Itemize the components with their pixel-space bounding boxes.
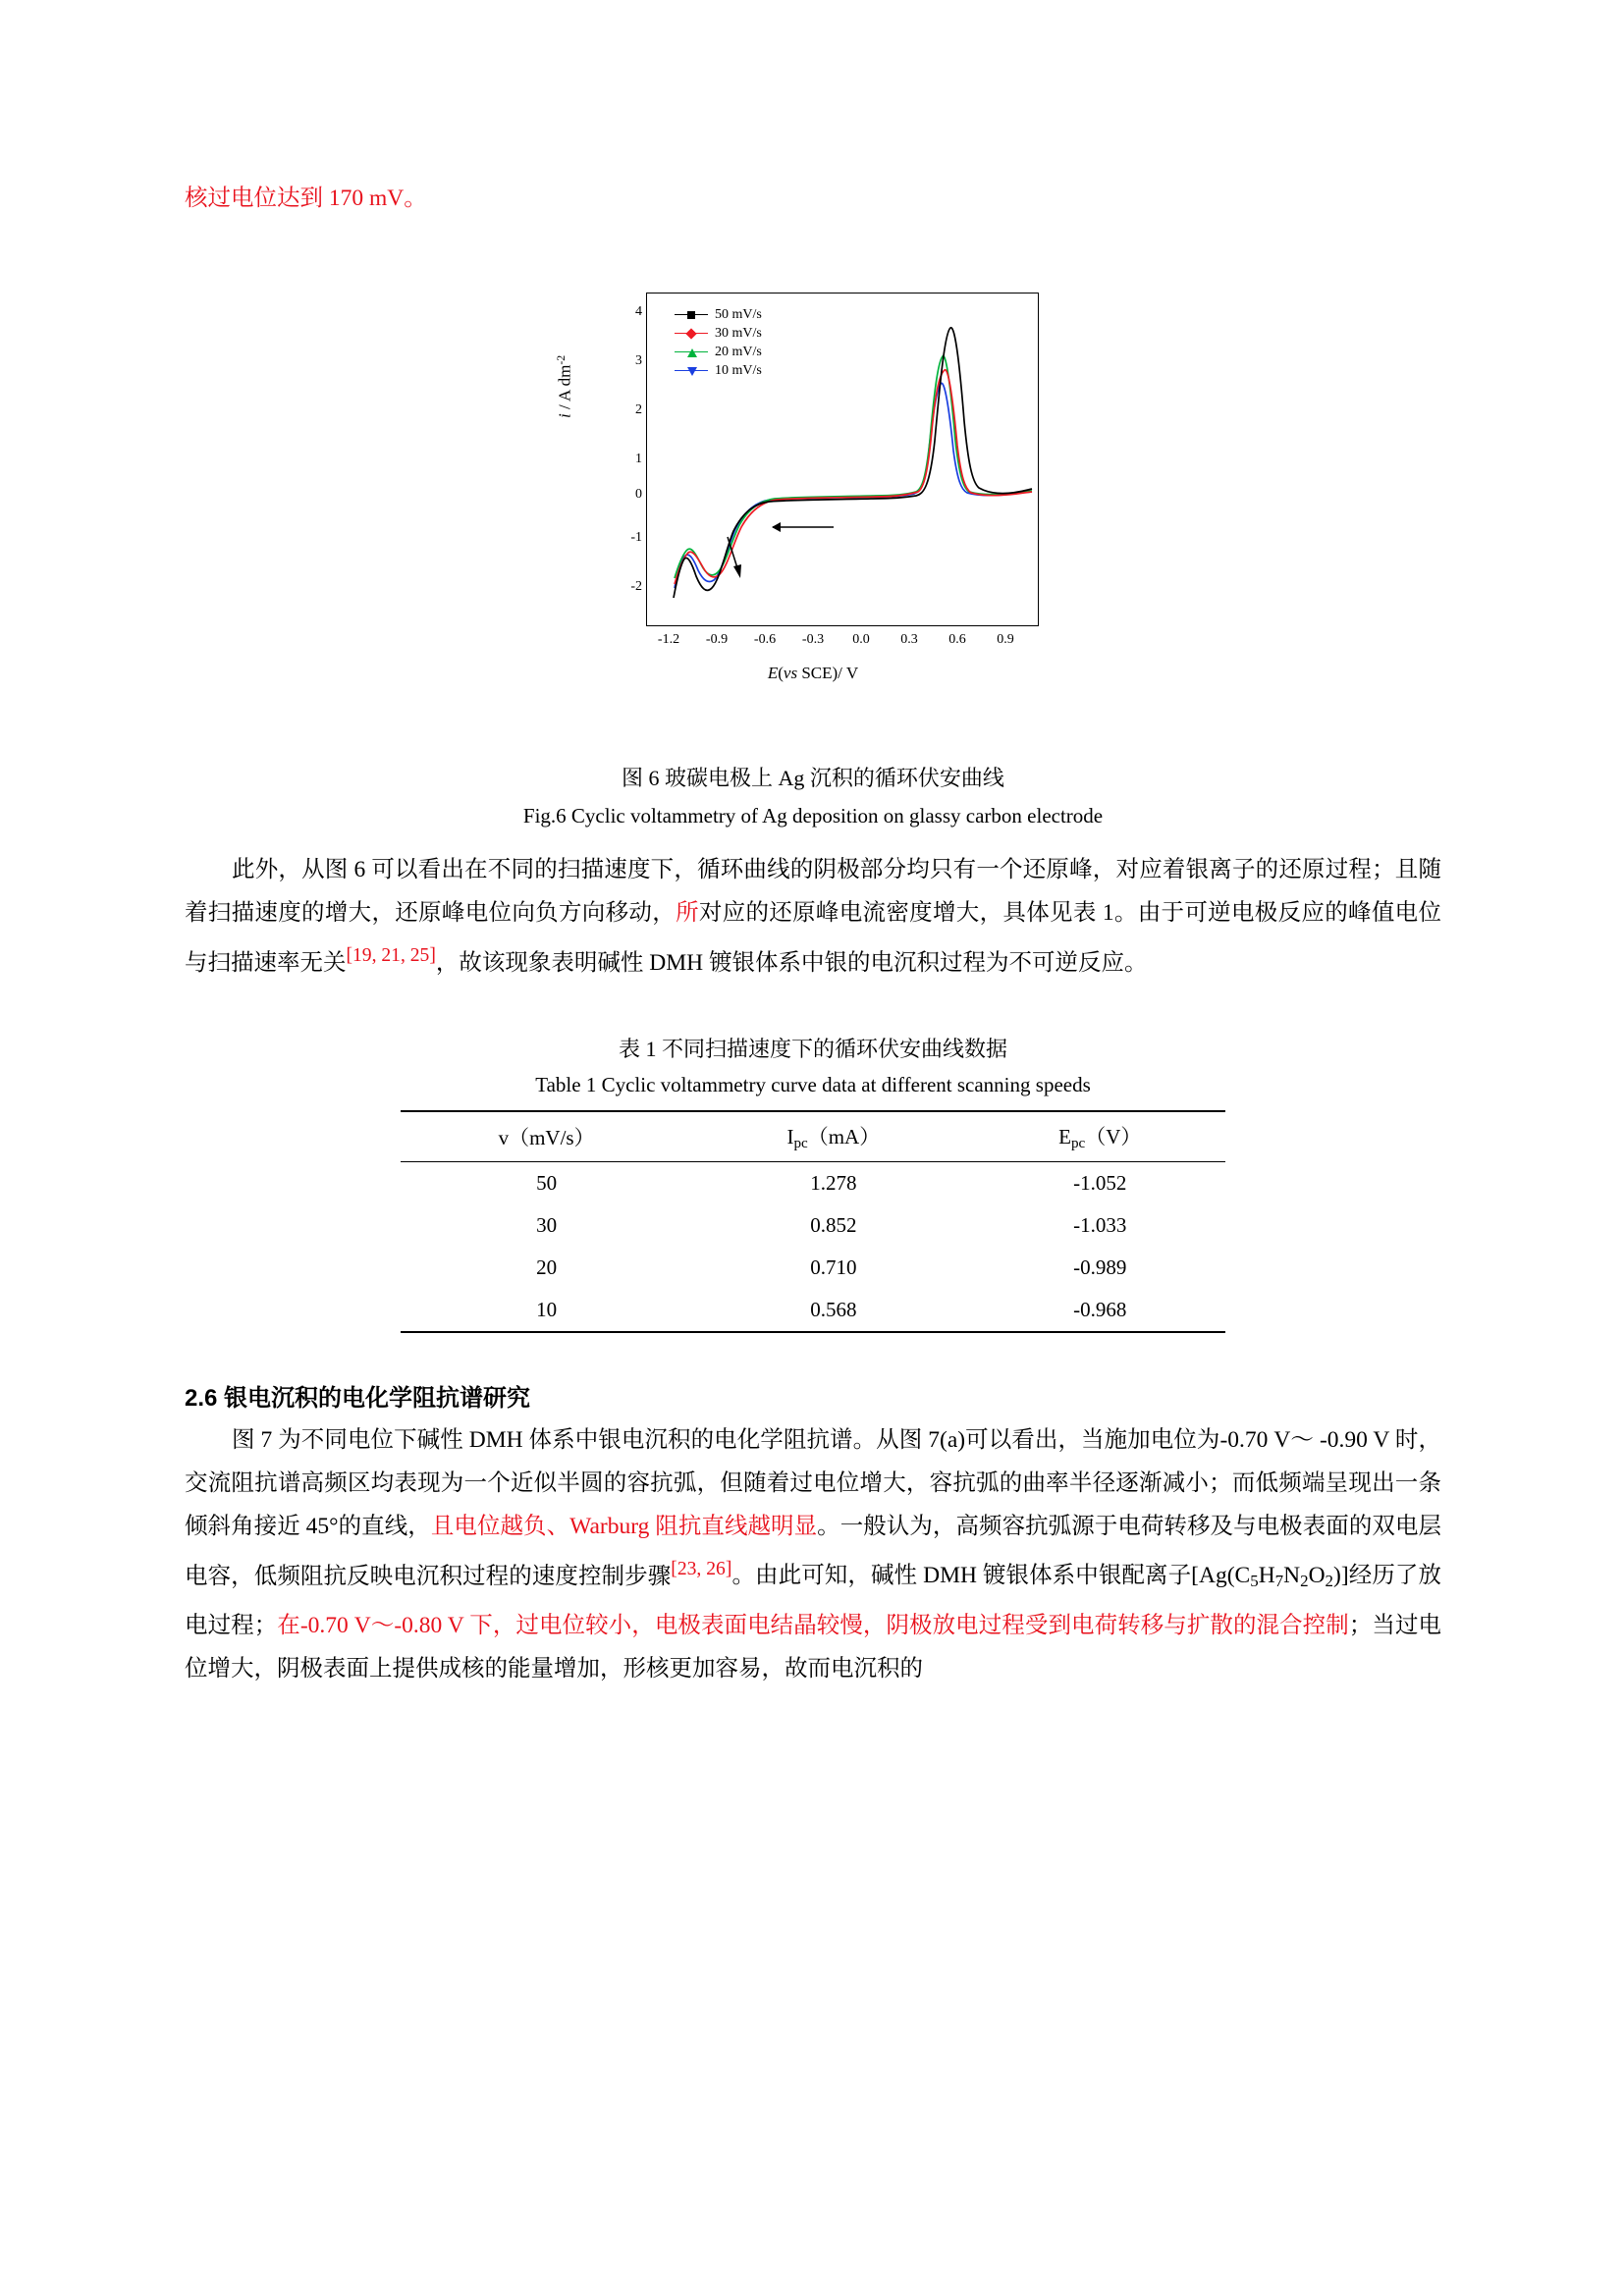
chart-ytick-4: 4 [635, 304, 642, 319]
chart-xtick-5: 0.0 [852, 632, 870, 647]
chart-xtick-2: -0.9 [705, 632, 729, 647]
cv-chart [554, 271, 1068, 703]
legend-swatch-50 [675, 314, 708, 315]
figure-6 [185, 271, 1441, 834]
chart-ytick-2: 2 [635, 402, 642, 417]
legend-item-30 [675, 324, 762, 343]
chart-plot-area [646, 293, 1039, 626]
table-1 [401, 1110, 1225, 1333]
table-caption-en: Table 1 Cyclic voltammetry curve data at different scanning speeds [535, 1072, 1091, 1096]
cell-ipc: 0.710 [810, 1255, 857, 1279]
figure-caption-cn: 图 6 玻碳电极上 Ag 沉积的循环伏安曲线 [622, 766, 1004, 790]
legend-label-30: 30 mV/s [715, 326, 762, 341]
chart-ytick-m2: -2 [630, 579, 642, 594]
table-header-v: v（mV/s） [401, 1111, 692, 1161]
chart-xtick-4: -0.3 [801, 632, 825, 647]
chart-x-axis-label: E(vs SCE)/ V [767, 664, 859, 682]
para2-seg4: 。由此可知，碱性 DMH 镀银体系中银配离子$[Ag(C_5H_7N_2O_2)]$经历了放电过程； [185, 1563, 1441, 1638]
table-row [401, 1161, 1225, 1204]
cell-epc: -0.968 [974, 1289, 1225, 1332]
chart-xtick-3: -0.6 [753, 632, 777, 647]
page-content [185, 177, 1441, 1690]
para2-seg5-red: 在-0.70 V～-0.80 V 下，过电位较小，电极表面电结晶较慢，阴极放电过程受到电荷转移与扩散的混合控制 [277, 1612, 1349, 1638]
table-row [401, 1204, 1225, 1247]
para1-seg3: 对应的还原峰电流密度增大，具体见表 1。由于可逆电极反应的峰值电位与扫描速率无关 [185, 900, 1441, 976]
top-note-paragraph: 核过电位达到 170 mV。 [185, 186, 427, 211]
para2-seg3: 。一般认为，高频容抗弧源于电荷转移及与电极表面的双电层电容，低频阻抗反映电沉积过程的速度控制步骤 [185, 1513, 1441, 1589]
section-heading-2-6: 2.6 银电沉积的电化学阻抗谱研究 [185, 1384, 531, 1412]
cell-ipc: 1.278 [810, 1170, 857, 1195]
legend-label-20: 20 mV/s [715, 345, 762, 359]
cell-ipc: 0.568 [692, 1289, 974, 1332]
legend-item-50 [675, 305, 762, 324]
table-header-ipc: $I_{pc}(mA)$ [692, 1111, 974, 1161]
cell-v: 30 [536, 1212, 558, 1237]
table-row [401, 1247, 1225, 1289]
para2-reference: [23, 26] [671, 1558, 732, 1579]
legend-swatch-20 [675, 351, 708, 352]
paragraph-after-figure [185, 848, 1441, 985]
para1-seg1: 此外，从图 6 可以看出在不同的扫描速度下，循环曲线的阴极部分均只有一个还原峰，对应着银离子的还原过程；且随着扫描速度的增大，还原峰电位向负方向移动， [185, 857, 1441, 926]
legend-swatch-10 [675, 370, 708, 371]
para2-seg6: ；当过电位增大，阴极表面上提供成核的能量增加，形核更加容易，故而电沉积的 [185, 1612, 1442, 1682]
chart-xtick-6: 0.3 [900, 632, 918, 647]
figure-caption-en: Fig.6 Cyclic voltammetry of Ag deposition on glassy carbon electrode [522, 804, 1104, 828]
cell-v: 50 [536, 1170, 558, 1195]
para2-seg1: 图 7 为不同电位下碱性 DMH 体系中银电沉积的电化学阻抗谱。从图 7(a)可以看出，当施加电位为-0.70 V～ -0.90 V 时，交流阻抗谱高频区均表现为一个近似半圆的容抗弧，但随着过电位增大，容抗弧的曲率半径逐渐减小；而低频端呈现出一条倾斜角接近 45°的直线， [185, 1426, 1441, 1539]
legend-item-10 [675, 361, 762, 380]
cell-v: 10 [401, 1289, 692, 1332]
table-caption-cn: 表 1 不同扫描速度下的循环伏安曲线数据 [618, 1036, 1007, 1061]
chart-legend [675, 305, 762, 380]
para1-seg4: ，故该现象表明碱性 DMH 镀银体系中银的电沉积过程为不可逆反应。 [435, 949, 1148, 976]
scan-direction-arrow-left [772, 522, 834, 532]
cell-ipc: 0.852 [810, 1212, 857, 1237]
chart-y-axis-label: i / A $dm^{-2}$ [554, 354, 574, 418]
legend-swatch-30 [675, 333, 708, 334]
cell-v: 20 [536, 1255, 558, 1279]
cell-epc: -0.989 [1073, 1255, 1127, 1279]
table-1-block [185, 1032, 1441, 1333]
chart-ytick-0: 0 [635, 487, 642, 502]
chart-ytick-1: 1 [635, 452, 642, 466]
chart-xtick-8: 0.9 [997, 632, 1014, 647]
chart-ytick-m1: -1 [630, 530, 642, 545]
cell-epc: -1.033 [1073, 1212, 1127, 1237]
para1-reference: [19, 21, 25] [346, 945, 436, 966]
chart-xtick-7: 0.6 [948, 632, 966, 647]
table-header-row [401, 1111, 1225, 1161]
para1-seg2-red: 所 [676, 900, 699, 926]
chart-xtick-1: -1.2 [657, 632, 680, 647]
para2-seg2-red: 且电位越负、Warburg 阻抗直线越明显 [430, 1513, 818, 1539]
table-header-epc: $E_{pc}(V)$ [974, 1111, 1225, 1161]
legend-label-50: 50 mV/s [715, 307, 762, 322]
cell-epc: -1.052 [1073, 1170, 1127, 1195]
legend-item-20 [675, 343, 762, 361]
table-row [401, 1289, 1225, 1332]
legend-label-10: 10 mV/s [715, 363, 762, 378]
paragraph-eis [185, 1418, 1441, 1690]
chart-ytick-3: 3 [635, 353, 642, 368]
